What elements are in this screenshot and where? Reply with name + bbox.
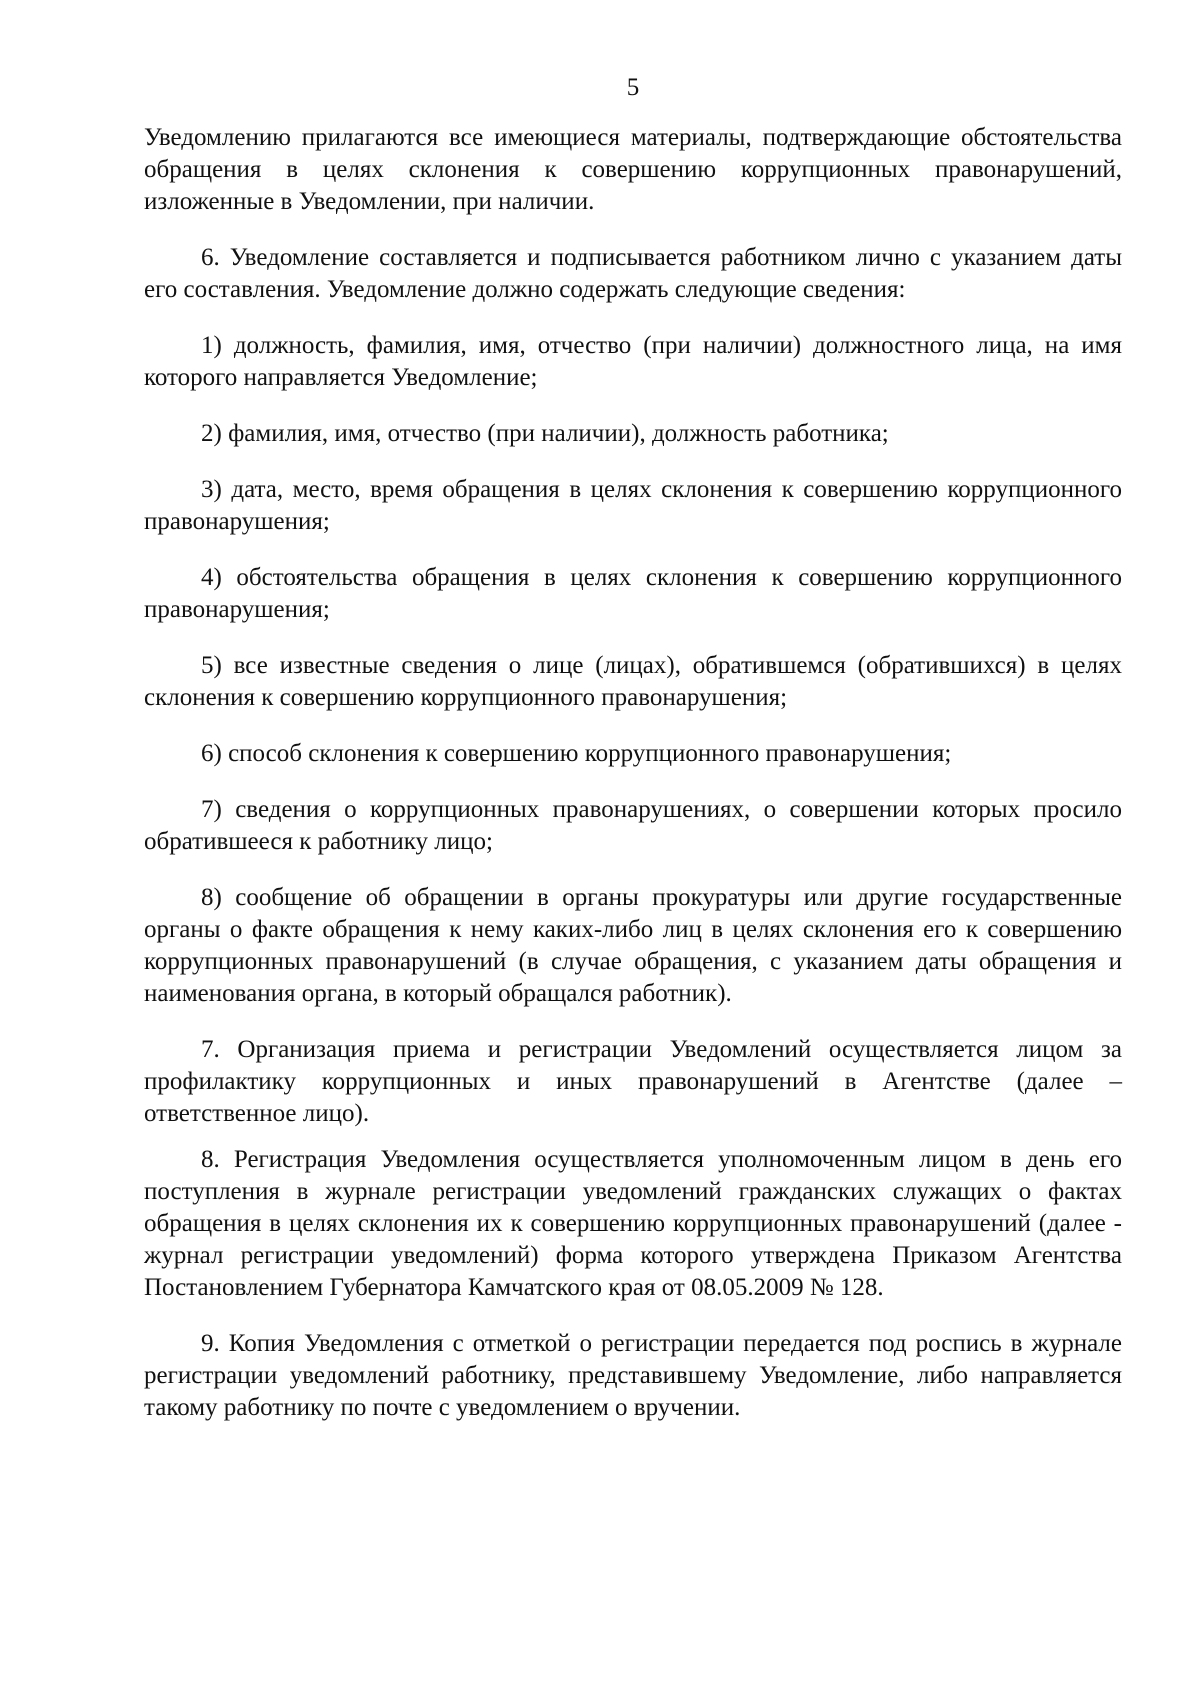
list-item-4: 4) обстоятельства обращения в целях склонения к совершению коррупционного правонарушения; [144,564,1122,623]
list-item-7: 7) сведения о коррупционных правонарушениях, о совершении которых просило обратившееся к работнику лицо; [144,796,1122,855]
list-item-5: 5) все известные сведения о лице (лицах), обратившемся (обратившихся) в целях склонения к совершению коррупционного правонарушения; [144,652,1122,711]
page-number: 5 [626,74,640,101]
paragraph-6: 6. Уведомление составляется и подписывается работником лично с указанием даты его составления. Уведомление должно содержать следующие сведения: [144,244,1122,303]
paragraph-9: 9. Копия Уведомления с отметкой о регистрации передается под роспись в журнале регистрации уведомлений работнику, представившему Уведомление, либо направляется такому работнику по почте с уведомлением о вручении. [144,1330,1122,1421]
paragraph-7: 7. Организация приема и регистрации Уведомлений осуществляется лицом за профилактику коррупционных и иных правонарушений в Агентстве (далее – ответственное лицо). [144,1036,1122,1127]
list-item-6: 6) способ склонения к совершению коррупционного правонарушения; [201,740,952,767]
list-item-2: 2) фамилия, имя, отчество (при наличии), должность работника; [201,420,889,447]
list-item-3: 3) дата, место, время обращения в целях склонения к совершению коррупционного правонарушения; [144,476,1122,535]
paragraph-attachments: Уведомлению прилагаются все имеющиеся материалы, подтверждающие обстоятельства обращения в целях склонения к совершению коррупционных правонарушений, изложенные в Уведомлении, при наличии. [144,124,1122,215]
paragraph-8: 8. Регистрация Уведомления осуществляется уполномоченным лицом в день его поступления в журнале регистрации уведомлений гражданских служащих о фактах обращения в целях склонения их к совершению коррупционных правонарушений (далее - журнал регистрации уведомлений) форма которого утверждена Приказом Агентства Постановлением Губернатора Камчатского края от 08.05.2009 № 128. [144,1146,1122,1301]
list-item-8: 8) сообщение об обращении в органы прокуратуры или другие государственные органы о факте обращения к нему каких-либо лиц в целях склонения его к совершению коррупционных правонарушений (в случае обращения, с указанием даты обращения и наименования органа, в который обращался работник). [144,884,1122,1007]
list-item-1: 1) должность, фамилия, имя, отчество (при наличии) должностного лица, на имя которого направляется Уведомление; [144,332,1122,391]
